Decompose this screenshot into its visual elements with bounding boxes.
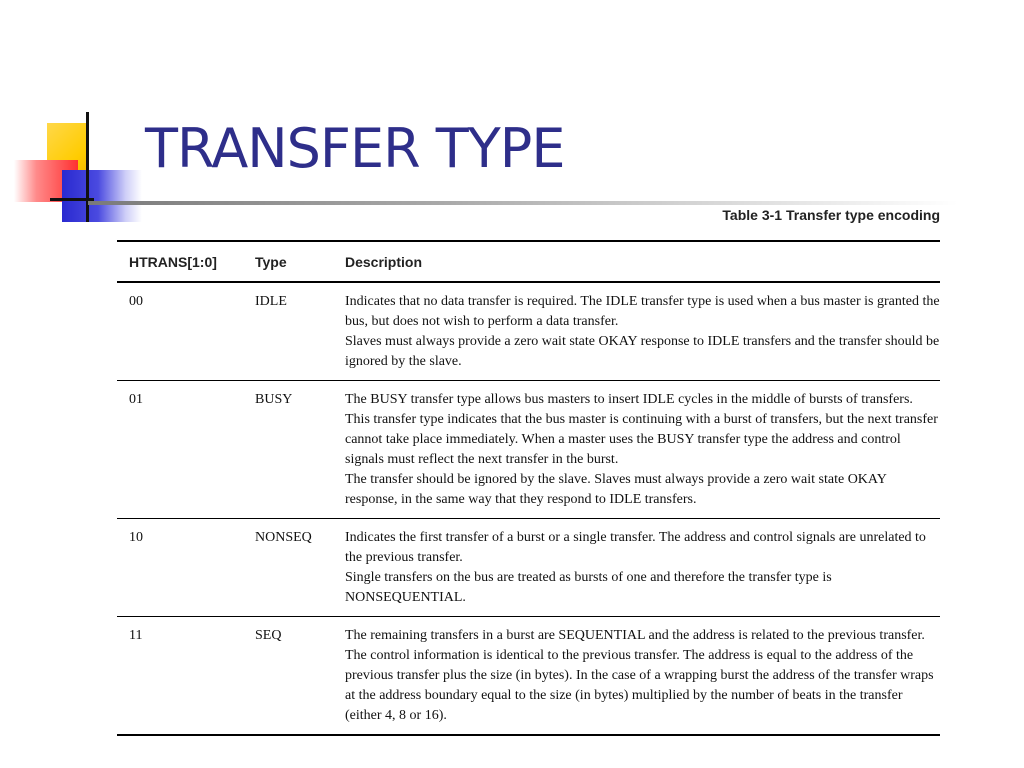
cell-description bbox=[333, 617, 940, 736]
table-row-nonseq bbox=[117, 519, 940, 617]
description-paragraph: The transfer should be ignored by the slave. Slaves must always provide a zero wait state OKAY response, in the same way that they respond to IDLE transfers. bbox=[345, 472, 887, 507]
description-paragraph: The BUSY transfer type allows bus masters to insert IDLE cycles in the middle of bursts of transfers. This transfer type indicates that the bus master is continuing with a burst of transfers, but the next transfer cannot take place immediately. When a master uses the BUSY transfer type the address and control signals must reflect the next transfer in the burst. bbox=[345, 392, 938, 467]
cell-type: NONSEQ bbox=[243, 519, 333, 617]
decor-vertical-line bbox=[86, 112, 89, 222]
cell-code: 00 bbox=[117, 282, 243, 381]
header-type: Type bbox=[243, 241, 333, 282]
cell-type: SEQ bbox=[243, 617, 333, 736]
cell-code: 01 bbox=[117, 381, 243, 519]
cell-code: 11 bbox=[117, 617, 243, 736]
cell-description bbox=[333, 519, 940, 617]
decor-blue-gradient bbox=[62, 170, 142, 222]
header-description: Description bbox=[333, 241, 940, 282]
cell-description bbox=[333, 282, 940, 381]
cell-description bbox=[333, 381, 940, 519]
table-row-seq bbox=[117, 617, 940, 736]
table-row-busy bbox=[117, 381, 940, 519]
description-paragraph: Single transfers on the bus are treated as bursts of one and therefore the transfer type is NONSEQUENTIAL. bbox=[345, 570, 832, 605]
transfer-type-table bbox=[117, 240, 940, 736]
cell-code: 10 bbox=[117, 519, 243, 617]
description-paragraph: Indicates that no data transfer is required. The IDLE transfer type is used when a bus master is granted the bus, but does not wish to perform a data transfer. bbox=[345, 294, 940, 329]
cell-type: BUSY bbox=[243, 381, 333, 519]
slide-title: TRANSFER TYPE bbox=[145, 117, 565, 180]
cell-type: IDLE bbox=[243, 282, 333, 381]
table-caption-crop bbox=[600, 205, 940, 229]
table-caption: Table 3-1 Transfer type encoding bbox=[722, 207, 940, 223]
table-header-row bbox=[117, 241, 940, 282]
table-row-idle bbox=[117, 282, 940, 381]
header-htrans: HTRANS[1:0] bbox=[117, 241, 243, 282]
description-paragraph: Slaves must always provide a zero wait state OKAY response to IDLE transfers and the transfer should be ignored by the slave. bbox=[345, 334, 940, 369]
description-paragraph: The remaining transfers in a burst are SEQUENTIAL and the address is related to the previous transfer. The control information is identical to the previous transfer. The address is equal to the address of the previous transfer plus the size (in bytes). In the case of a wrapping burst the address of the transfer wraps at the address boundary equal to the size (in bytes) multiplied by the number of beats in the transfer (either 4, 8 or 16). bbox=[345, 628, 934, 723]
description-paragraph: Indicates the first transfer of a burst or a single transfer. The address and control signals are unrelated to the previous transfer. bbox=[345, 530, 926, 565]
